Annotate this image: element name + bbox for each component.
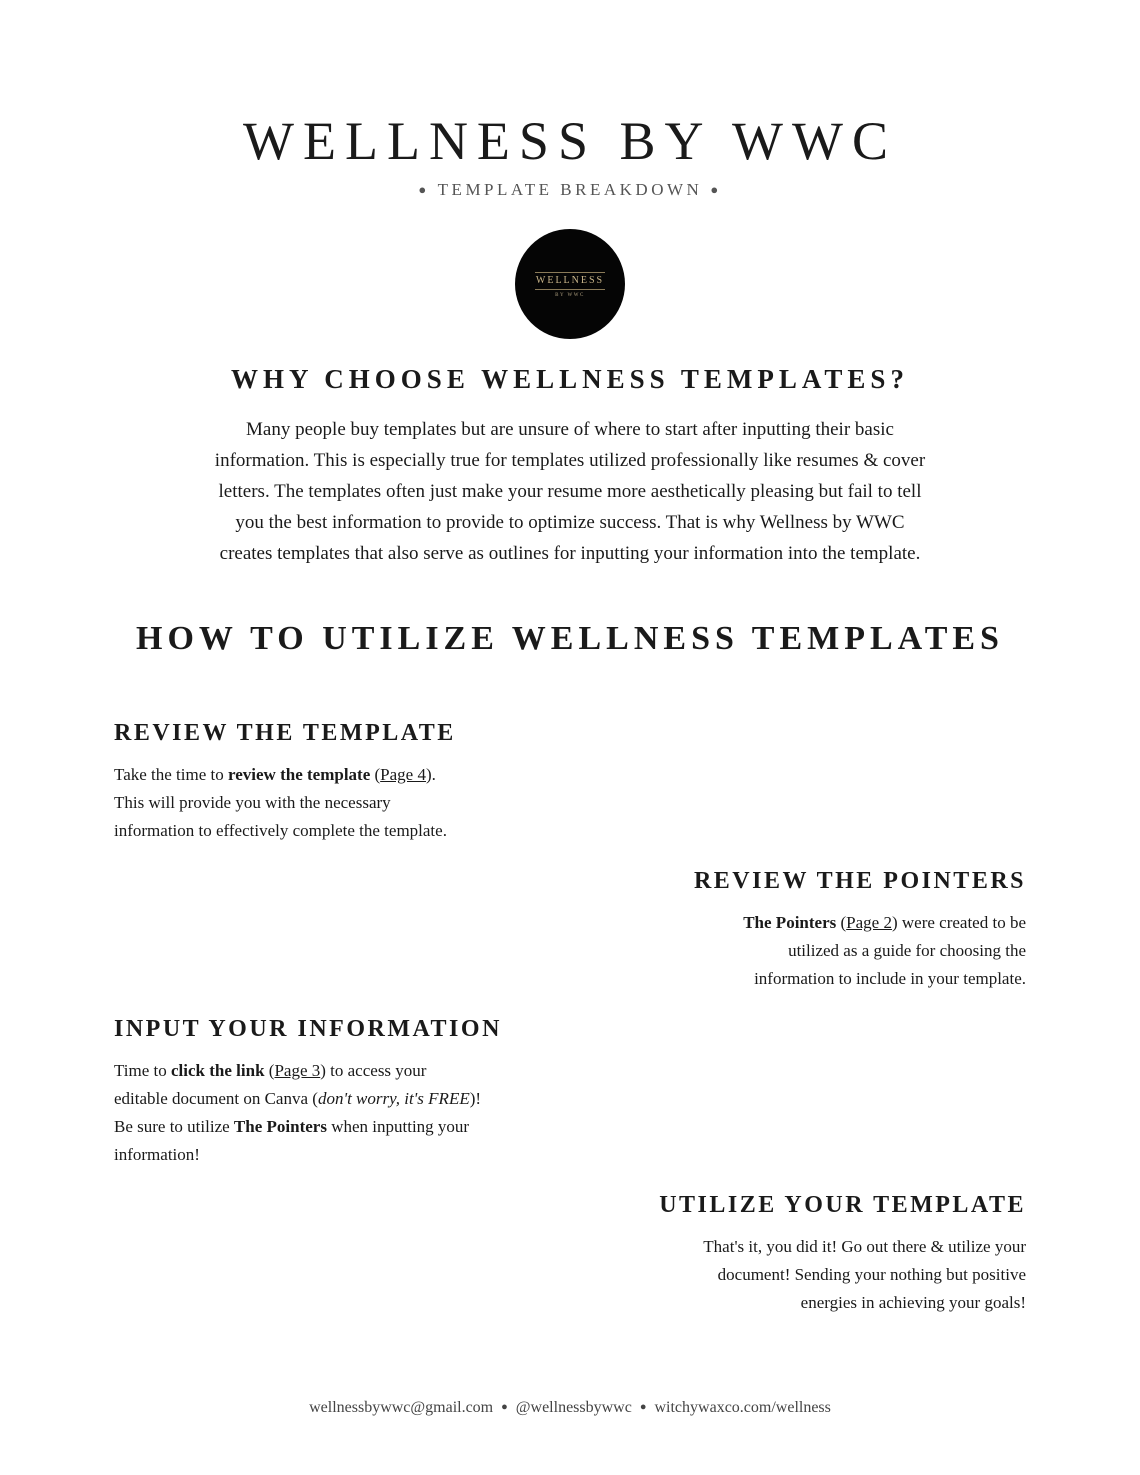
bullet-dot-icon: ● xyxy=(418,182,430,197)
text-run: Time to xyxy=(114,1061,172,1080)
why-line: letters. The templates often just make your resume more aesthetically pleasing but fail to tell xyxy=(218,481,922,502)
bold-run: The Pointers xyxy=(233,1117,327,1136)
footer-contact xyxy=(0,1399,1140,1417)
page-3-link[interactable]: Page 3 xyxy=(274,1061,321,1080)
step-review-template-body xyxy=(114,761,574,845)
text-run: ) were created to be xyxy=(891,913,1026,932)
bullet-dot-icon: ● xyxy=(710,182,722,197)
brand-logo xyxy=(515,229,625,339)
footer-website-link[interactable]: witchywaxco.com/wellness xyxy=(654,1399,831,1416)
step-utilize-body xyxy=(606,1233,1026,1317)
logo-rule xyxy=(535,289,605,290)
step-review-pointers-body xyxy=(626,909,1026,993)
page-subtitle xyxy=(0,180,1140,200)
why-line: Many people buy templates but are unsure of where to start after inputting their basic xyxy=(246,419,894,440)
text-run: editable document on Canva ( xyxy=(114,1089,318,1108)
step-input-info-title: INPUT YOUR INFORMATION xyxy=(114,1016,502,1042)
step-line: information! xyxy=(114,1145,200,1164)
subtitle-text: TEMPLATE BREAKDOWN xyxy=(437,180,703,199)
text-run: ( xyxy=(836,913,847,932)
logo-subtext: BY WWC xyxy=(555,293,585,298)
text-run: ( xyxy=(264,1061,275,1080)
step-line xyxy=(114,1057,584,1085)
why-line: you the best information to provide to optimize success. That is why Wellness by WWC xyxy=(235,512,905,533)
step-line xyxy=(114,1113,584,1141)
step-line xyxy=(626,909,1026,937)
step-line: This will provide you with the necessary xyxy=(114,793,391,812)
step-review-template-title: REVIEW THE TEMPLATE xyxy=(114,720,456,746)
text-run: ) to access your xyxy=(320,1061,427,1080)
text-run: ). xyxy=(425,765,436,784)
why-line: information. This is especially true for templates utilized professionally like resumes & cover xyxy=(214,450,926,471)
bullet-dot-icon: ● xyxy=(501,1401,508,1413)
step-line: utilized as a guide for choosing the xyxy=(788,941,1026,960)
text-run: Be sure to utilize xyxy=(114,1117,234,1136)
step-line xyxy=(114,1085,584,1113)
footer-email-link[interactable]: wellnessbywwc@gmail.com xyxy=(309,1399,494,1416)
step-line: information to include in your template. xyxy=(754,969,1026,988)
bold-run: review the template xyxy=(228,765,371,784)
page-title: WELLNESS BY WWC xyxy=(243,111,897,171)
footer-social-handle[interactable]: @wellnessbywwc xyxy=(515,1399,632,1416)
step-utilize-title: UTILIZE YOUR TEMPLATE xyxy=(659,1192,1026,1218)
bold-run: The Pointers xyxy=(743,913,837,932)
italic-run: don't worry, it's FREE xyxy=(317,1089,470,1108)
text-run: )! xyxy=(469,1089,482,1108)
bullet-dot-icon: ● xyxy=(639,1401,647,1413)
step-line: document! Sending your nothing but positive xyxy=(717,1265,1026,1284)
page-4-link[interactable]: Page 4 xyxy=(380,765,426,784)
text-run: Take the time to xyxy=(114,765,228,784)
step-line: energies in achieving your goals! xyxy=(800,1293,1026,1312)
why-line: creates templates that also serve as outlines for inputting your information into the template. xyxy=(219,543,921,564)
page-2-link[interactable]: Page 2 xyxy=(846,913,892,932)
text-run: when inputting your xyxy=(326,1117,470,1136)
logo-text: WELLNESS xyxy=(535,275,605,286)
step-line xyxy=(114,761,574,789)
step-input-info-body xyxy=(114,1057,584,1169)
bold-run: click the link xyxy=(171,1061,265,1080)
text-run: ( xyxy=(370,765,381,784)
step-review-pointers-title: REVIEW THE POINTERS xyxy=(693,868,1026,894)
why-paragraph xyxy=(150,414,990,569)
logo-rule xyxy=(535,272,605,273)
how-heading: HOW TO UTILIZE WELLNESS TEMPLATES xyxy=(136,620,1004,657)
step-line: information to effectively complete the template. xyxy=(114,821,447,840)
step-line: That's it, you did it! Go out there & utilize your xyxy=(703,1237,1026,1256)
why-heading: WHY CHOOSE WELLNESS TEMPLATES? xyxy=(231,364,909,394)
